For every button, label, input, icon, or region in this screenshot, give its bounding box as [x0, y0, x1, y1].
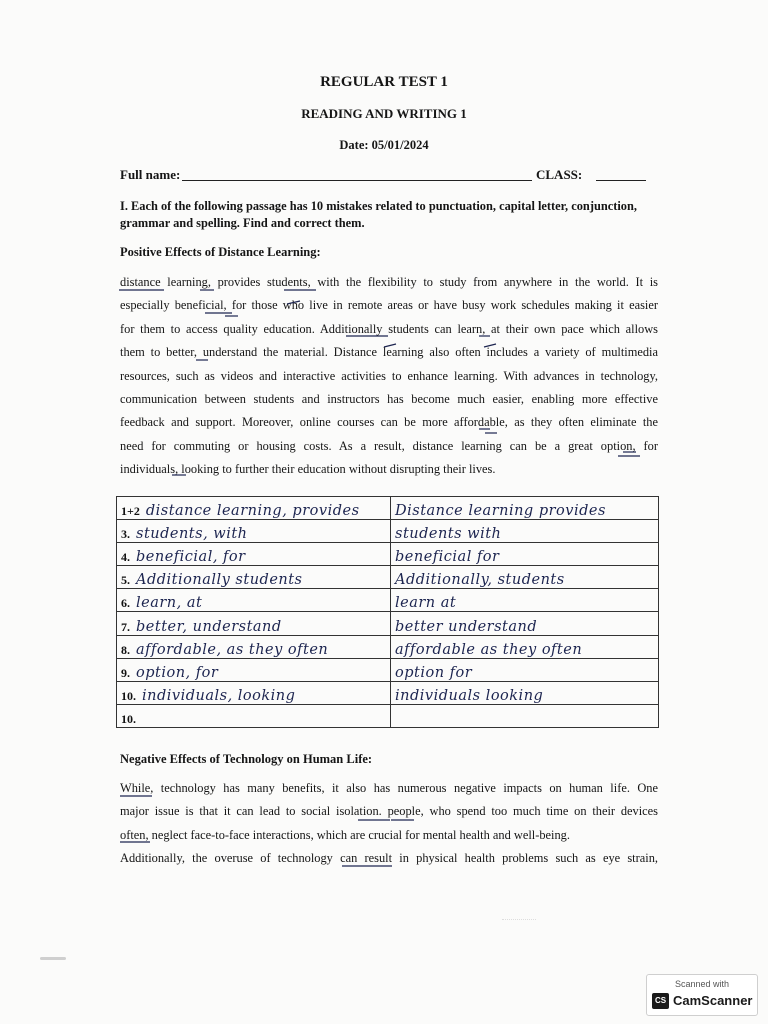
mistake-text: Additionally students [136, 572, 303, 589]
passage-line: often, neglect face-to-face interactions, which are crucial for mental health and well-being. [120, 827, 570, 842]
row-number: 5. [121, 573, 130, 588]
table-row [117, 612, 659, 635]
table-row [117, 543, 659, 566]
passage-line: distance learning, provides students, with the flexibility to study from anywhere in the world. It is [120, 275, 658, 289]
table-row [117, 635, 659, 658]
corrections-table [116, 496, 659, 728]
passage-line: individuals, looking to further their education without disrupting their lives. [120, 462, 496, 477]
camscanner-logo-icon: CS [652, 993, 669, 1009]
mistake-cell [117, 681, 391, 704]
row-number: 10. [121, 711, 136, 726]
scanned-with-text: Scanned with [674, 979, 730, 989]
mistake-text: better, understand [136, 618, 282, 635]
section2-passage [120, 777, 658, 871]
correction-text: affordable as they often [395, 641, 583, 658]
mistake-cell [117, 497, 391, 520]
scan-smudge [40, 957, 66, 960]
table-row [117, 704, 659, 727]
passage-line: major issue is that it can lead to social isolation. people, who spend too much time on their devices [120, 804, 658, 819]
mistake-text: option, for [136, 664, 219, 681]
correction-cell [391, 566, 659, 589]
camscanner-brand: CamScanner [673, 993, 753, 1008]
mistake-text: learn, at [136, 595, 203, 612]
full-name-blank [182, 180, 532, 181]
table-row [117, 658, 659, 681]
correction-text: beneficial for [395, 549, 500, 566]
section1-heading: Positive Effects of Distance Learning: [120, 245, 321, 259]
row-number: 1+2 [121, 504, 140, 519]
passage-line: for them to access quality education. Additionally students can learn, at their own pace which allows [120, 321, 658, 336]
passage-line: feedback and support. Moreover, online courses can be more affordable, as they often eliminate the [120, 415, 658, 430]
mistake-text: individuals, looking [142, 687, 296, 704]
correction-text: Additionally, students [395, 572, 565, 589]
correction-cell [391, 704, 659, 727]
row-number: 6. [121, 596, 130, 611]
class-label: CLASS: [536, 167, 583, 182]
test-title: REGULAR TEST 1 [320, 74, 448, 90]
mistake-text: distance learning, provides [145, 503, 360, 520]
class-blank [596, 180, 646, 181]
test-date: Date: 05/01/2024 [339, 138, 429, 152]
correction-text: Distance learning provides [395, 503, 606, 520]
full-name-label: Full name: [120, 167, 181, 182]
passage-line: need for commuting or housing costs. As a result, distance learning can be a great option, for [120, 438, 658, 453]
mistake-cell [117, 543, 391, 566]
correction-cell [391, 635, 659, 658]
mistake-text: affordable, as they often [136, 641, 329, 658]
correction-cell [391, 658, 659, 681]
correction-cell [391, 543, 659, 566]
passage-line: especially beneficial, for those who live in remote areas or have busy work schedules making it easier [120, 298, 658, 313]
row-number: 3. [121, 527, 130, 542]
mistake-cell [117, 612, 391, 635]
correction-cell [391, 520, 659, 543]
row-number: 8. [121, 642, 130, 657]
correction-text: individuals looking [395, 687, 544, 704]
row-number: 9. [121, 665, 130, 680]
table-row [117, 589, 659, 612]
table-row [117, 497, 659, 520]
mistake-cell [117, 635, 391, 658]
mistake-cell [117, 658, 391, 681]
passage-line: communication between students and instructors has become much easier, enabling more effective [120, 392, 658, 407]
passage-line: Additionally, the overuse of technology can result in physical health problems such as eye strain, [120, 851, 658, 866]
section2-heading: Negative Effects of Technology on Human Life: [120, 752, 373, 766]
test-subtitle: READING AND WRITING 1 [301, 106, 467, 121]
passage-line: them to better, understand the material. Distance learning also often includes a variety of multimedia [120, 345, 658, 360]
row-number: 4. [121, 550, 130, 565]
mistake-text: beneficial, for [136, 549, 246, 566]
row-number: 7. [121, 619, 130, 634]
instruction-text: I. Each of the following passage has 10 mistakes related to punctuation, capital letter, conjunction, grammar and spelling. Find and correct them. [120, 199, 637, 230]
row-number: 10. [121, 688, 136, 703]
mistake-text: students, with [136, 526, 248, 543]
correction-cell [391, 612, 659, 635]
scan-artifact [502, 919, 536, 920]
mistake-cell [117, 566, 391, 589]
correction-cell [391, 589, 659, 612]
section1-passage [120, 271, 658, 482]
correction-text: learn at [395, 595, 457, 612]
correction-cell [391, 497, 659, 520]
correction-text: better understand [395, 618, 538, 635]
passage-line: While, technology has many benefits, it also has numerous negative impacts on human life. One [120, 781, 658, 795]
correction-text: option for [395, 664, 473, 681]
camscanner-watermark [646, 974, 758, 1016]
mistake-cell [117, 589, 391, 612]
passage-line: resources, such as videos and interactive activities to enhance learning. With advances in technology, [120, 368, 658, 383]
mistake-cell [117, 520, 391, 543]
correction-cell [391, 681, 659, 704]
table-row [117, 566, 659, 589]
table-row [117, 681, 659, 704]
mistake-cell [117, 704, 391, 727]
table-row [117, 520, 659, 543]
correction-text: students with [395, 526, 502, 543]
